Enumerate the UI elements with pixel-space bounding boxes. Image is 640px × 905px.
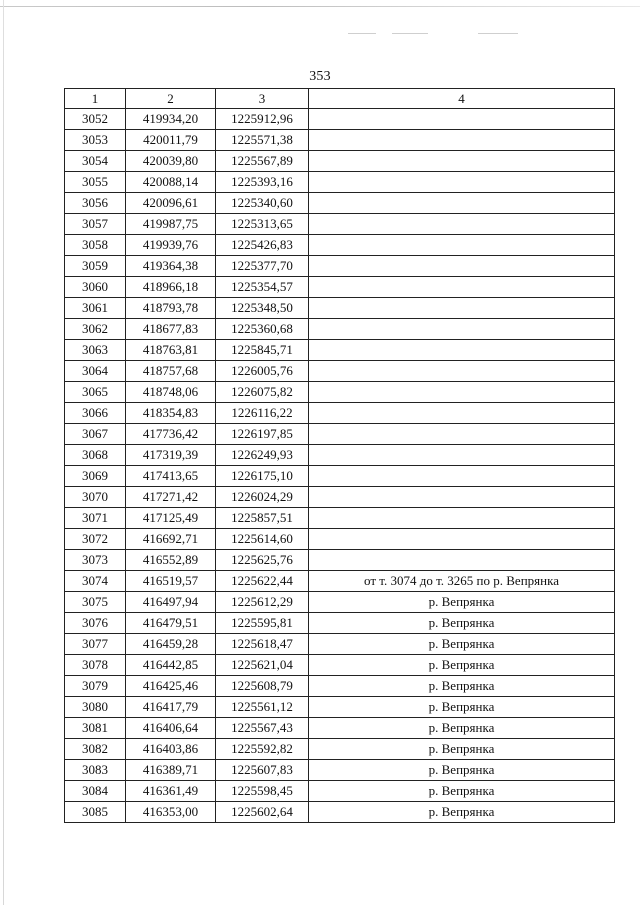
cell-x-coordinate: 416459,28 — [126, 634, 216, 655]
cell-description — [309, 109, 615, 130]
table-body — [65, 109, 615, 823]
cell-x-coordinate: 419364,38 — [126, 256, 216, 277]
cell-x-coordinate: 416417,79 — [126, 697, 216, 718]
table-row — [65, 550, 615, 571]
cell-description — [309, 529, 615, 550]
cell-x-coordinate: 418748,06 — [126, 382, 216, 403]
cell-point-number: 3079 — [65, 676, 126, 697]
cell-x-coordinate: 419934,20 — [126, 109, 216, 130]
cell-y-coordinate: 1225592,82 — [216, 739, 309, 760]
cell-description: р. Вепрянка — [309, 781, 615, 802]
cell-x-coordinate: 419939,76 — [126, 235, 216, 256]
cell-x-coordinate: 417271,42 — [126, 487, 216, 508]
table-row — [65, 382, 615, 403]
cell-point-number: 3055 — [65, 172, 126, 193]
cell-description: р. Вепрянка — [309, 655, 615, 676]
cell-y-coordinate: 1225377,70 — [216, 256, 309, 277]
cell-x-coordinate: 418966,18 — [126, 277, 216, 298]
table-row — [65, 739, 615, 760]
cell-y-coordinate: 1225845,71 — [216, 340, 309, 361]
cell-point-number: 3070 — [65, 487, 126, 508]
cell-y-coordinate: 1225354,57 — [216, 277, 309, 298]
cell-point-number: 3072 — [65, 529, 126, 550]
cell-y-coordinate: 1226005,76 — [216, 361, 309, 382]
table-row — [65, 508, 615, 529]
cell-description: р. Вепрянка — [309, 718, 615, 739]
table-row — [65, 298, 615, 319]
cell-description: р. Вепрянка — [309, 634, 615, 655]
cell-y-coordinate: 1225567,89 — [216, 151, 309, 172]
cell-y-coordinate: 1225348,50 — [216, 298, 309, 319]
cell-description — [309, 130, 615, 151]
cell-point-number: 3062 — [65, 319, 126, 340]
cell-y-coordinate: 1225608,79 — [216, 676, 309, 697]
cell-y-coordinate: 1225621,04 — [216, 655, 309, 676]
table-row — [65, 130, 615, 151]
cell-point-number: 3054 — [65, 151, 126, 172]
scan-speck — [478, 33, 518, 34]
cell-y-coordinate: 1225313,65 — [216, 214, 309, 235]
cell-point-number: 3060 — [65, 277, 126, 298]
table-row — [65, 466, 615, 487]
cell-point-number: 3067 — [65, 424, 126, 445]
table-row — [65, 445, 615, 466]
cell-description — [309, 508, 615, 529]
table-row — [65, 676, 615, 697]
cell-description — [309, 424, 615, 445]
cell-y-coordinate: 1225567,43 — [216, 718, 309, 739]
cell-y-coordinate: 1225340,60 — [216, 193, 309, 214]
table-row — [65, 613, 615, 634]
cell-y-coordinate: 1225598,45 — [216, 781, 309, 802]
table-row — [65, 760, 615, 781]
cell-x-coordinate: 416692,71 — [126, 529, 216, 550]
cell-description: р. Вепрянка — [309, 613, 615, 634]
cell-x-coordinate: 420011,79 — [126, 130, 216, 151]
coordinates-table — [64, 88, 615, 823]
table-row — [65, 655, 615, 676]
cell-point-number: 3053 — [65, 130, 126, 151]
cell-point-number: 3065 — [65, 382, 126, 403]
cell-x-coordinate: 417413,65 — [126, 466, 216, 487]
column-header-x-coordinate: 2 — [126, 89, 216, 109]
cell-y-coordinate: 1225622,44 — [216, 571, 309, 592]
cell-y-coordinate: 1225625,76 — [216, 550, 309, 571]
cell-x-coordinate: 416425,46 — [126, 676, 216, 697]
cell-description: р. Вепрянка — [309, 802, 615, 823]
table-row — [65, 781, 615, 802]
table-row — [65, 340, 615, 361]
cell-description — [309, 340, 615, 361]
cell-description — [309, 277, 615, 298]
cell-point-number: 3068 — [65, 445, 126, 466]
cell-y-coordinate: 1225607,83 — [216, 760, 309, 781]
scan-edge-left — [3, 0, 4, 905]
cell-description — [309, 466, 615, 487]
cell-description — [309, 256, 615, 277]
cell-x-coordinate: 418763,81 — [126, 340, 216, 361]
cell-y-coordinate: 1226249,93 — [216, 445, 309, 466]
cell-x-coordinate: 420096,61 — [126, 193, 216, 214]
cell-point-number: 3084 — [65, 781, 126, 802]
cell-point-number: 3059 — [65, 256, 126, 277]
cell-point-number: 3071 — [65, 508, 126, 529]
table-row — [65, 109, 615, 130]
cell-description — [309, 193, 615, 214]
cell-x-coordinate: 416497,94 — [126, 592, 216, 613]
cell-point-number: 3074 — [65, 571, 126, 592]
cell-x-coordinate: 420039,80 — [126, 151, 216, 172]
cell-description: р. Вепрянка — [309, 676, 615, 697]
table-row — [65, 193, 615, 214]
table-row — [65, 214, 615, 235]
cell-point-number: 3056 — [65, 193, 126, 214]
cell-point-number: 3075 — [65, 592, 126, 613]
table-row — [65, 235, 615, 256]
cell-y-coordinate: 1225595,81 — [216, 613, 309, 634]
cell-description: р. Вепрянка — [309, 739, 615, 760]
cell-description: р. Вепрянка — [309, 760, 615, 781]
cell-x-coordinate: 416361,49 — [126, 781, 216, 802]
cell-point-number: 3083 — [65, 760, 126, 781]
cell-y-coordinate: 1225857,51 — [216, 508, 309, 529]
table-header-row — [65, 89, 615, 109]
cell-description — [309, 487, 615, 508]
cell-x-coordinate: 416406,64 — [126, 718, 216, 739]
cell-y-coordinate: 1226024,29 — [216, 487, 309, 508]
cell-point-number: 3078 — [65, 655, 126, 676]
cell-x-coordinate: 416353,00 — [126, 802, 216, 823]
table-row — [65, 697, 615, 718]
scan-speck — [348, 33, 376, 34]
cell-point-number: 3063 — [65, 340, 126, 361]
cell-point-number: 3077 — [65, 634, 126, 655]
cell-description — [309, 319, 615, 340]
cell-description: р. Вепрянка — [309, 697, 615, 718]
cell-y-coordinate: 1225571,38 — [216, 130, 309, 151]
column-header-y-coordinate: 3 — [216, 89, 309, 109]
cell-x-coordinate: 420088,14 — [126, 172, 216, 193]
table-row — [65, 319, 615, 340]
scan-speck — [392, 33, 428, 34]
cell-point-number: 3073 — [65, 550, 126, 571]
cell-y-coordinate: 1226197,85 — [216, 424, 309, 445]
cell-y-coordinate: 1225426,83 — [216, 235, 309, 256]
cell-point-number: 3066 — [65, 403, 126, 424]
cell-description — [309, 214, 615, 235]
table-row — [65, 592, 615, 613]
cell-description — [309, 361, 615, 382]
cell-point-number: 3080 — [65, 697, 126, 718]
table-row — [65, 571, 615, 592]
cell-y-coordinate: 1226075,82 — [216, 382, 309, 403]
cell-description — [309, 235, 615, 256]
cell-x-coordinate: 416519,57 — [126, 571, 216, 592]
table-row — [65, 256, 615, 277]
cell-x-coordinate: 417319,39 — [126, 445, 216, 466]
cell-y-coordinate: 1225561,12 — [216, 697, 309, 718]
cell-x-coordinate: 417736,42 — [126, 424, 216, 445]
cell-point-number: 3082 — [65, 739, 126, 760]
table-row — [65, 403, 615, 424]
table-row — [65, 172, 615, 193]
column-header-description: 4 — [309, 89, 615, 109]
cell-point-number: 3057 — [65, 214, 126, 235]
table-row — [65, 151, 615, 172]
cell-point-number: 3076 — [65, 613, 126, 634]
cell-y-coordinate: 1225614,60 — [216, 529, 309, 550]
cell-x-coordinate: 416552,89 — [126, 550, 216, 571]
cell-y-coordinate: 1225618,47 — [216, 634, 309, 655]
cell-description — [309, 382, 615, 403]
cell-description — [309, 445, 615, 466]
cell-y-coordinate: 1225602,64 — [216, 802, 309, 823]
table-row — [65, 424, 615, 445]
cell-x-coordinate: 417125,49 — [126, 508, 216, 529]
cell-x-coordinate: 418757,68 — [126, 361, 216, 382]
cell-point-number: 3058 — [65, 235, 126, 256]
column-header-point-number: 1 — [65, 89, 126, 109]
cell-point-number: 3061 — [65, 298, 126, 319]
cell-x-coordinate: 418354,83 — [126, 403, 216, 424]
cell-x-coordinate: 416389,71 — [126, 760, 216, 781]
cell-y-coordinate: 1226175,10 — [216, 466, 309, 487]
cell-point-number: 3085 — [65, 802, 126, 823]
table-row — [65, 277, 615, 298]
table-row — [65, 529, 615, 550]
table-row — [65, 802, 615, 823]
cell-description: от т. 3074 до т. 3265 по р. Вепрянка — [309, 571, 615, 592]
cell-description — [309, 151, 615, 172]
cell-point-number: 3064 — [65, 361, 126, 382]
cell-description — [309, 550, 615, 571]
cell-point-number: 3069 — [65, 466, 126, 487]
cell-x-coordinate: 418793,78 — [126, 298, 216, 319]
cell-description: р. Вепрянка — [309, 592, 615, 613]
scan-edge-top — [0, 6, 640, 7]
cell-description — [309, 298, 615, 319]
cell-y-coordinate: 1226116,22 — [216, 403, 309, 424]
cell-y-coordinate: 1225612,29 — [216, 592, 309, 613]
cell-point-number: 3052 — [65, 109, 126, 130]
page-number: 353 — [309, 69, 331, 84]
cell-x-coordinate: 416403,86 — [126, 739, 216, 760]
table-row — [65, 487, 615, 508]
cell-y-coordinate: 1225393,16 — [216, 172, 309, 193]
cell-x-coordinate: 419987,75 — [126, 214, 216, 235]
cell-point-number: 3081 — [65, 718, 126, 739]
table-row — [65, 634, 615, 655]
cell-description — [309, 403, 615, 424]
cell-x-coordinate: 418677,83 — [126, 319, 216, 340]
table-row — [65, 361, 615, 382]
cell-x-coordinate: 416479,51 — [126, 613, 216, 634]
cell-description — [309, 172, 615, 193]
cell-y-coordinate: 1225360,68 — [216, 319, 309, 340]
cell-x-coordinate: 416442,85 — [126, 655, 216, 676]
cell-y-coordinate: 1225912,96 — [216, 109, 309, 130]
table-row — [65, 718, 615, 739]
